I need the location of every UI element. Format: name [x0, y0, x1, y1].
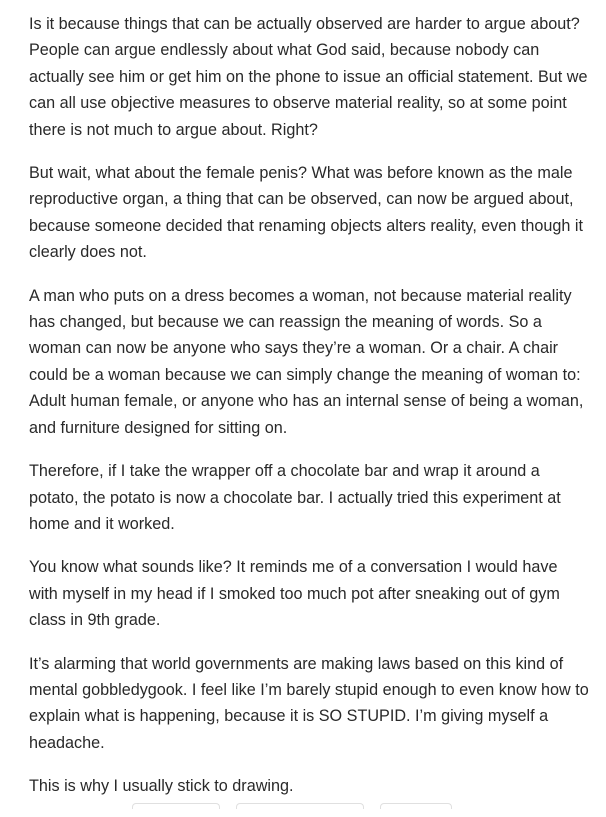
bottom-button-2[interactable]	[236, 803, 364, 809]
article-body	[29, 11, 589, 817]
article-paragraph-4: Therefore, if I take the wrapper off a chocolate bar and wrap it around a potato, the potato is now a chocolate bar. I actually tried this experiment at home and it worked.	[29, 462, 561, 533]
article-paragraph-5: You know what sounds like? It reminds me of a conversation I would have with myself in my head if I smoked too much pot after sneaking out of gym class in 9th grade.	[29, 558, 560, 630]
article-paragraph-6: It’s alarming that world governments are making laws based on this kind of mental gobbledygook. I feel like I’m barely stupid enough to even know how to explain what is happening, because it is SO STUPID. I’m giving myself a headache.	[29, 654, 589, 752]
bottom-action-bar	[0, 803, 606, 809]
article-paragraph-3: A man who puts on a dress becomes a woman, not because material reality has changed, but because we can reassign the meaning of words. So a woman can now be anyone who says they’re a woman. Or a chair. A chair could be a woman because we can simply change the meaning of woman to: Adult human female, or anyone who has an internal sense of being a woman, and furniture designed for sitting on.	[29, 286, 584, 437]
bottom-button-1[interactable]	[132, 803, 220, 809]
bottom-button-3[interactable]	[380, 803, 452, 809]
article-paragraph-2: But wait, what about the female penis? What was before known as the male reproductive organ, a thing that can be observed, can now be argued about, because someone decided that renaming objects alters reality, even though it clearly does not.	[29, 164, 584, 262]
article-paragraph-1: Is it because things that can be actually observed are harder to argue about? People can argue endlessly about what God said, because nobody can actually see him or get him on the phone to issue an official statement. But we can all use objective measures to observe material reality, so at some point there is not much to argue about. Right?	[29, 15, 588, 139]
article-paragraph-7: This is why I usually stick to drawing.	[29, 777, 294, 796]
